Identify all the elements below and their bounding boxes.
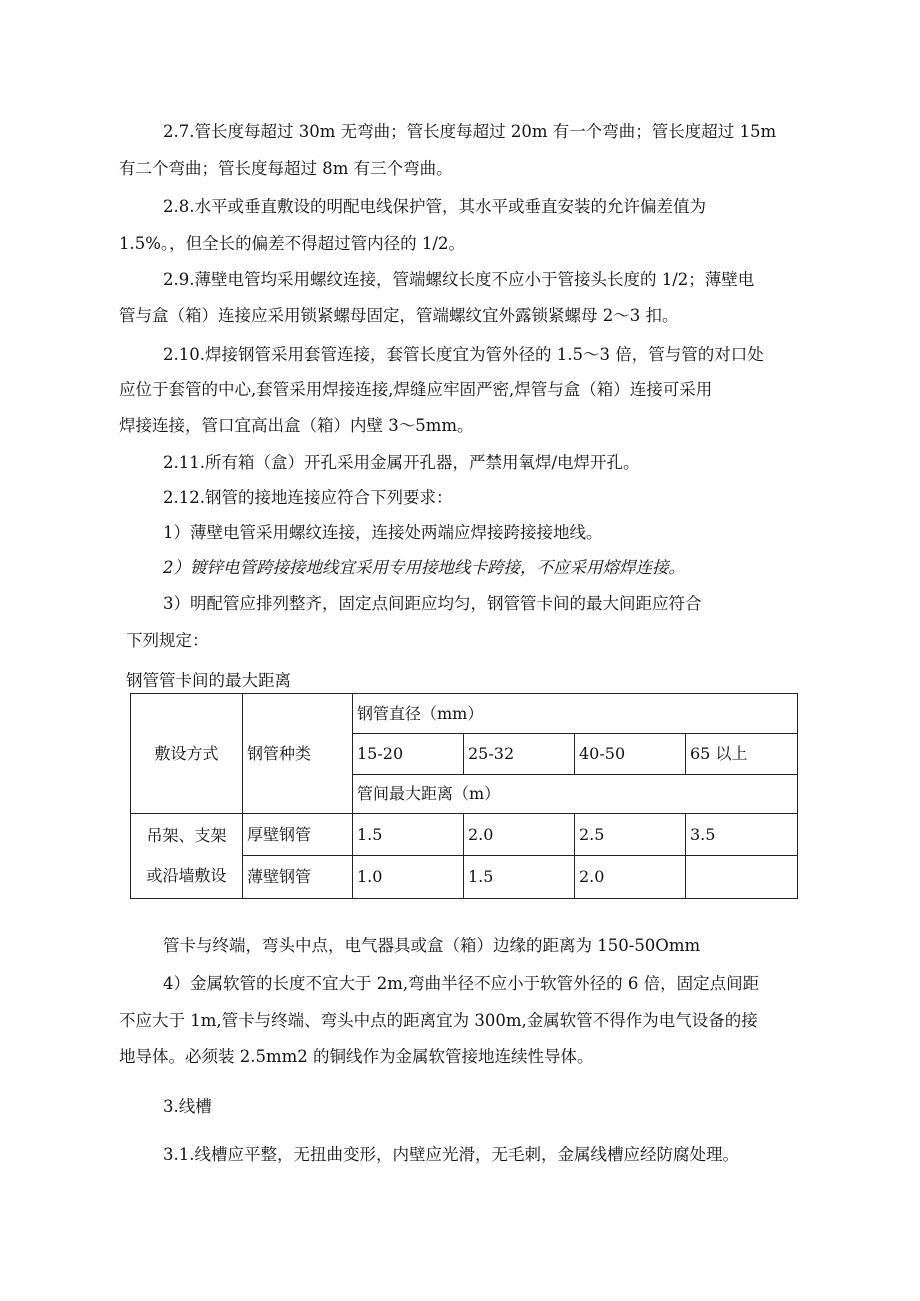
clause-2-10-line2: 应位于套管的中心,套管采用焊接连接,焊缝应牢固严密,焊管与盒（箱）连接可采用 [119,380,713,399]
clamp-distance-note: 管卡与终端，弯头中点，电气器具或盒（箱）边缘的距离为 150-50Omm [163,936,701,955]
diameter-25-32: 25-32 [464,734,575,775]
method-line1: 吊架、支架 [146,826,227,845]
clause-2-10-line3: 焊接连接，管口宜高出盒（箱）内壁 3～5mm。 [119,416,474,435]
list-item-3-line2: 下列规定： [126,631,209,650]
method-cell [131,814,243,899]
table-cell [686,856,798,899]
clause-2-10-line1: 2.10.焊接钢管采用套管连接，套管长度宜为管外径的 1.5～3 倍，管与管的对口处 [163,345,764,364]
clause-2-9-line2: 管与盒（箱）连接应采用锁紧螺母固定，管端螺纹宜外露锁紧螺母 2～3 扣。 [119,306,679,325]
table-cell: 2.0 [464,814,575,856]
pipe-type-thick: 厚壁钢管 [243,814,353,856]
header-diameter: 钢管直径（mm） [353,694,798,734]
list-item-4-line1: 4）金属软管的长度不宜大于 2m,弯曲半径不应小于软管外径的 6 倍，固定点间距 [163,974,760,993]
pipe-type-thin: 薄壁钢管 [243,856,353,899]
list-item-4-line3: 地导体。必须装 2.5mm2 的铜线作为金属软管接地连续性导体。 [119,1047,594,1066]
table-cell: 1.0 [353,856,464,899]
clause-3-1: 3.1.线槽应平整，无扭曲变形，内壁应光滑，无毛刺，金属线槽应经防腐处理。 [163,1145,739,1164]
clause-2-7-line1: 2.7.管长度每超过 30m 无弯曲；管长度每超过 20m 有一个弯曲；管长度超过 15m [163,122,777,141]
table-cell: 1.5 [464,856,575,899]
table-cell: 2.0 [575,856,686,899]
header-max-spacing: 管间最大距离（m） [353,775,798,814]
diameter-40-50: 40-50 [575,734,686,775]
list-item-1: 1）薄壁电管采用螺纹连接，连接处两端应焊接跨接接地线。 [163,523,603,542]
diameter-65-plus: 65 以上 [686,734,798,775]
section-3-heading: 3.线槽 [163,1097,212,1116]
clause-2-8-line2: 1.5%。，但全长的偏差不得超过管内径的 1/2。 [119,234,465,253]
list-item-4-line2: 不应大于 1m,管卡与终端、弯头中点的距离宜为 300m,金属软管不得作为电气设备的接 [119,1011,758,1030]
table-cell: 2.5 [575,814,686,856]
table-cell: 1.5 [353,814,464,856]
header-pipe-type: 钢管种类 [243,694,353,814]
table-header-row [131,694,798,734]
header-method: 敷设方式 [131,694,243,814]
clause-2-9-line1: 2.9.薄壁电管均采用螺纹连接，管端螺纹长度不应小于管接头长度的 1/2；薄壁电 [163,270,755,289]
table-caption: 钢管管卡间的最大距离 [126,671,291,690]
clause-2-7-line2: 有二个弯曲；管长度每超过 8m 有三个弯曲。 [119,159,453,178]
table-cell: 3.5 [686,814,798,856]
list-item-2 [163,551,809,585]
method-line2: 或沿墙敷设 [146,866,227,885]
pipe-clamp-spacing-table [130,693,798,899]
list-item-2-text: 2）镀锌电管跨接接地线宜采用专用接地线卡跨接，不应采用熔焊连接。 [163,558,685,577]
clause-2-11: 2.11.所有箱（盒）开孔采用金属开孔器，严禁用氧焊/电焊开孔。 [163,453,640,472]
table-row [131,814,798,856]
clause-2-8-line1: 2.8.水平或垂直敷设的明配电线保护管，其水平或垂直安装的允许偏差值为 [163,197,706,216]
diameter-15-20: 15-20 [353,734,464,775]
clause-2-12: 2.12.钢管的接地连接应符合下列要求： [163,488,453,507]
list-item-3-line1: 3）明配管应排列整齐，固定点间距应均匀，钢管管卡间的最大间距应符合 [163,594,702,613]
